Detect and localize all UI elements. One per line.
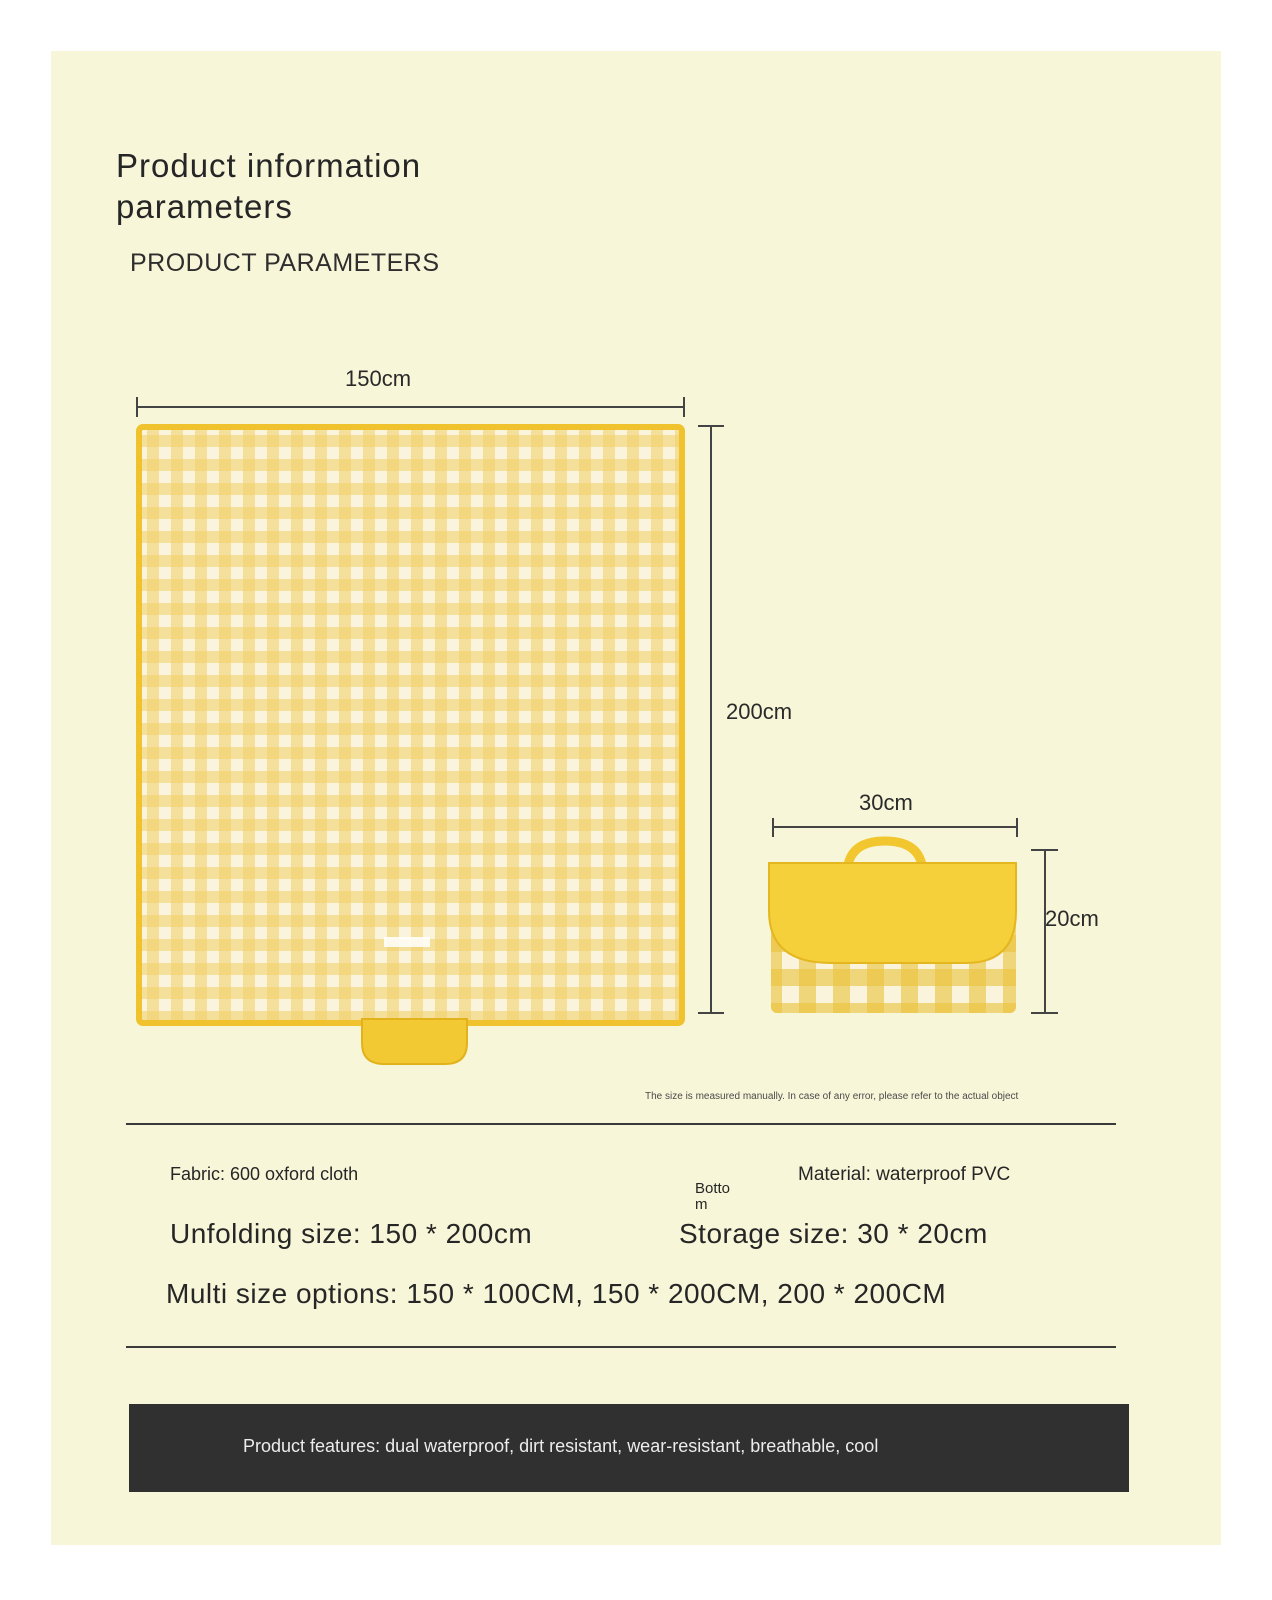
spec-multi-size-options: Multi size options: 150 * 100CM, 150 * 200CM, 200 * 200CM xyxy=(166,1278,947,1309)
spec-material: Material: waterproof PVC xyxy=(798,1164,1011,1185)
bag-handle xyxy=(848,841,922,865)
bag-width-dimension-line xyxy=(773,818,1017,837)
picnic-mat-rolled-bag xyxy=(769,841,1016,1013)
mat-tab-handle xyxy=(362,1019,467,1064)
picnic-mat-unfolded xyxy=(139,427,682,1064)
page-subtitle: PRODUCT PARAMETERS xyxy=(130,249,440,277)
mat-height-label: 200cm xyxy=(726,699,793,724)
title-line-1: Product information xyxy=(116,147,422,184)
measurement-note: The size is measured manually. In case of any error, please refer to the actual object xyxy=(645,1091,1019,1102)
spec-fabric: Fabric: 600 oxford cloth xyxy=(170,1164,359,1184)
spec-unfolding-size: Unfolding size: 150 * 200cm xyxy=(170,1218,533,1249)
product-info-panel xyxy=(51,51,1221,1545)
features-banner-text: Product features: dual waterproof, dirt resistant, wear-resistant, breathable, cool xyxy=(243,1436,879,1456)
features-banner xyxy=(129,1404,1129,1492)
mat-height-dimension-line xyxy=(698,426,724,1013)
bag-height-label: 20cm xyxy=(1045,906,1099,931)
mat-width-dimension-line xyxy=(137,397,684,417)
divider-top xyxy=(126,1123,1116,1125)
spec-bottom-label: Botto m xyxy=(695,1180,731,1213)
divider-bottom xyxy=(126,1346,1116,1348)
product-illustration xyxy=(51,51,1221,1151)
title-line-2: parameters xyxy=(116,188,293,225)
mat-width-label: 150cm xyxy=(345,366,412,391)
bag-width-label: 30cm xyxy=(859,790,913,815)
spec-storage-size: Storage size: 30 * 20cm xyxy=(679,1218,988,1249)
